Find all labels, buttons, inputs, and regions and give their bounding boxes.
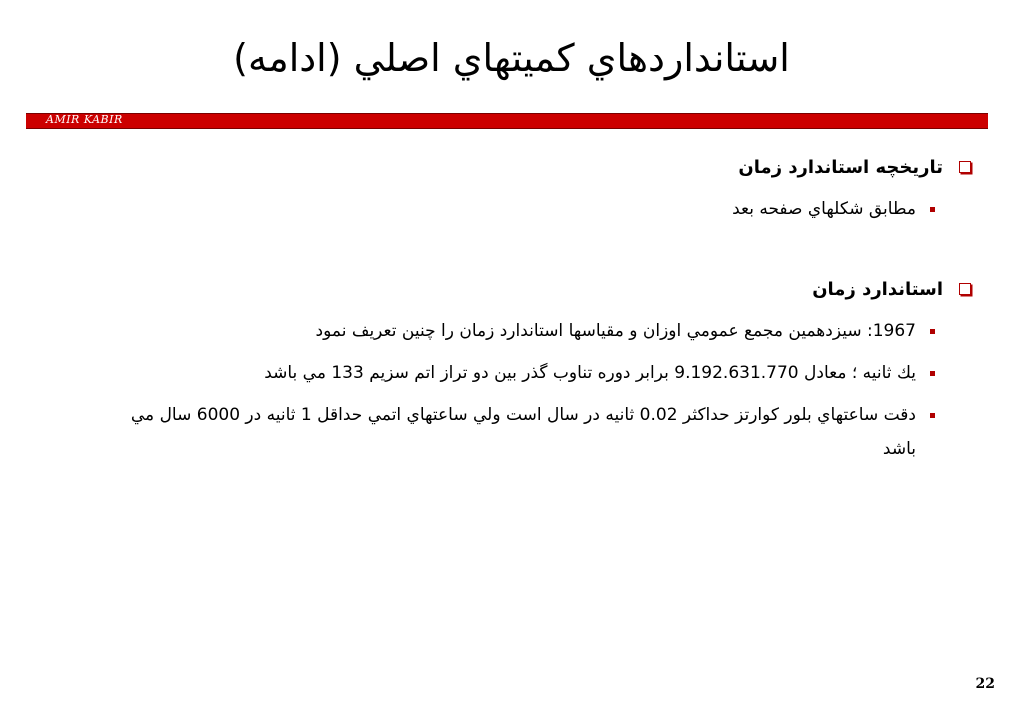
list-item (71, 314, 935, 348)
list-item (71, 398, 935, 466)
university-logo: AMIR KABIR (46, 113, 123, 126)
checkbox-icon (959, 161, 971, 173)
page-number: 22 (975, 676, 995, 692)
slide-title: استانداردهاي كميتهاي اصلي (ادامه) (233, 36, 790, 80)
list-item (71, 356, 935, 390)
section-heading-row (71, 272, 971, 306)
bullet-list (71, 314, 971, 466)
square-bullet-icon (930, 329, 935, 334)
bullet-text: 1967: سيزدهمين مجمع عمومي اوزان و مقياسها استاندارد زمان را چنين تعريف نمود (315, 321, 916, 341)
square-bullet-icon (930, 413, 935, 418)
section-time-standard (71, 272, 971, 466)
list-item (71, 192, 935, 226)
title-underline-bar (26, 113, 988, 129)
bullet-text: دقت ساعتهاي بلور كوارتز حداكثر 0.02 ثانيه در سال است ولي ساعتهاي اتمي حداقل 1 ثانيه در 6000 سال مي باشد (130, 405, 916, 459)
section-heading-row (71, 150, 971, 184)
slide-content (71, 150, 971, 466)
bullet-list (71, 192, 971, 226)
section-heading: تاريخچه استاندارد زمان (738, 156, 943, 178)
checkbox-icon (959, 283, 971, 295)
section-time-standard-history (71, 150, 971, 226)
bullet-text: يك ثانيه ؛ معادل 9.192.631.770 برابر دوره تناوب گذر بين دو تراز اتم سزيم 133 مي باشد (264, 363, 916, 383)
section-heading: استاندارد زمان (812, 278, 943, 300)
square-bullet-icon (930, 371, 935, 376)
bullet-text: مطابق شكلهاي صفحه بعد (732, 199, 916, 219)
square-bullet-icon (930, 207, 935, 212)
